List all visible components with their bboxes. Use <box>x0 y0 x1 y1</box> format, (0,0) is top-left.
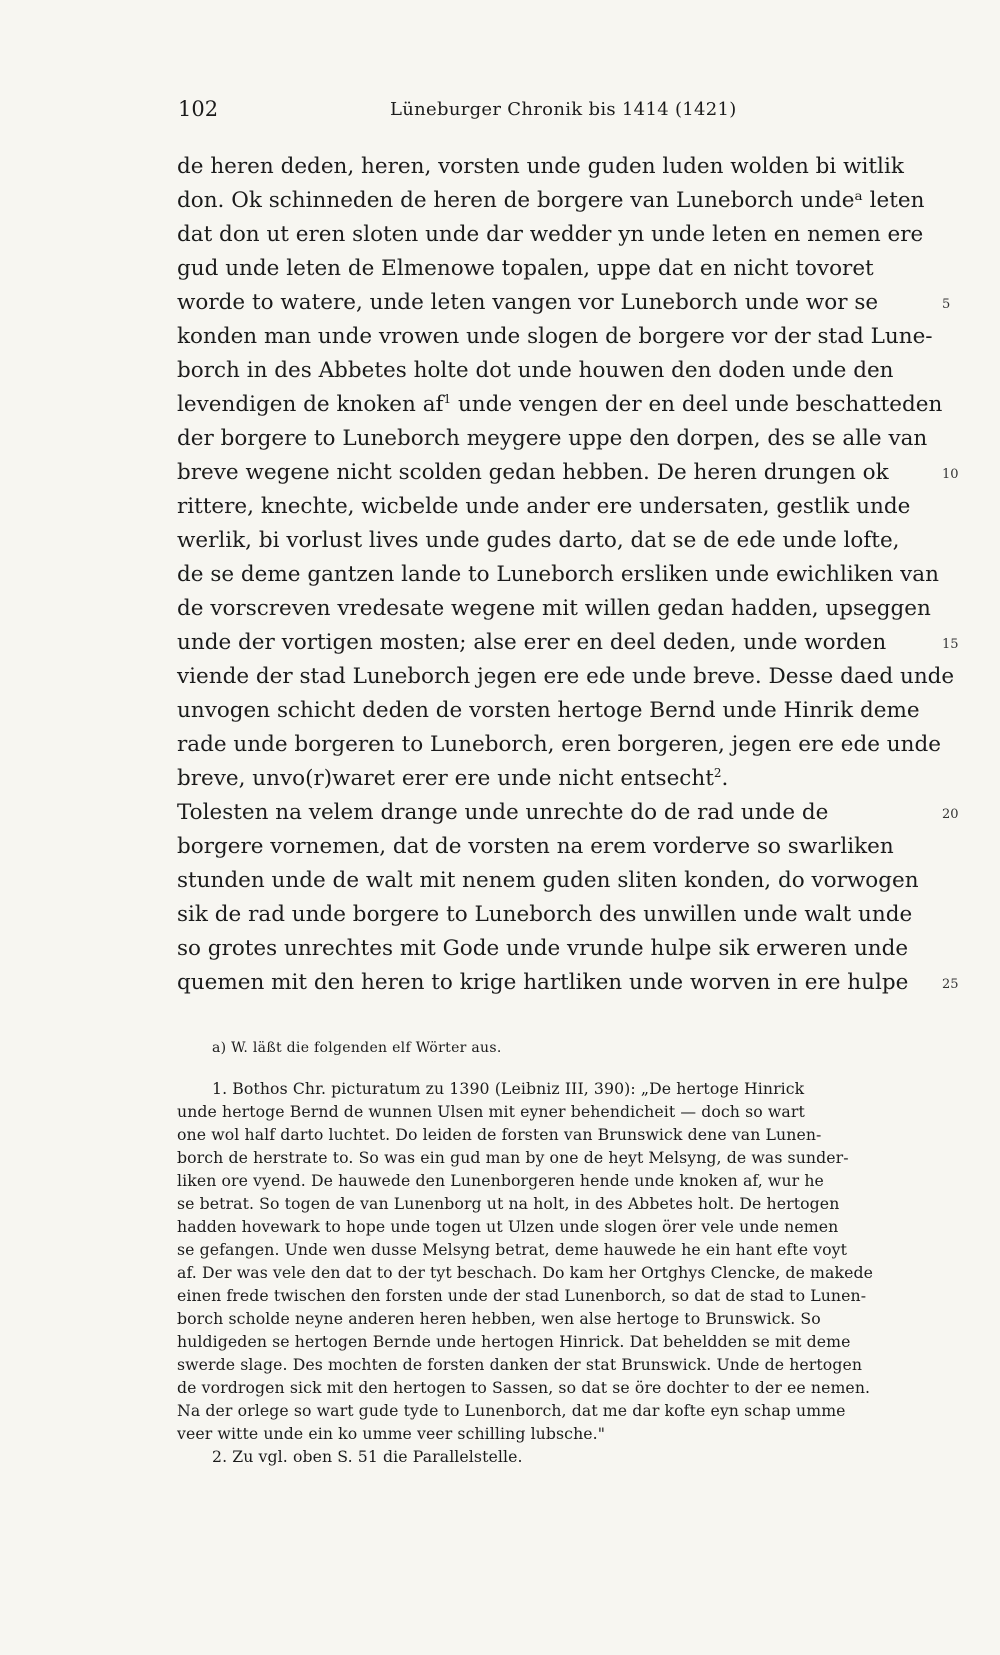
text-line <box>177 694 937 728</box>
footnote-line: borch scholde neyne anderen heren hebben, wen alse hertoge to Brunswick. So <box>177 1309 821 1328</box>
line-text: unvogen schicht deden de vorsten hertoge Bernd unde Hinrik deme <box>177 698 920 723</box>
line-number: 15 <box>942 637 959 652</box>
line-text: rittere, knechte, wicbelde unde ander ere undersaten, gestlik unde <box>177 494 911 519</box>
footnote-line: de vordrogen sick mit den hertogen to Sassen, so dat se öre dochter to der ee nemen. <box>177 1378 871 1397</box>
line-number: 5 <box>942 297 951 312</box>
line-text-continued: unde vengen der en deel unde beschatteden <box>451 392 943 417</box>
footnote-line: 2. Zu vgl. oben S. 51 die Parallelstelle. <box>212 1447 523 1466</box>
footnote-marker: 1 <box>443 391 452 406</box>
text-line <box>177 490 937 524</box>
text-line <box>177 660 955 694</box>
text-line <box>177 932 937 966</box>
footnotes <box>177 1077 947 1468</box>
text-line <box>177 150 937 184</box>
text-line <box>177 966 959 1000</box>
line-text: dat don ut eren sloten unde dar wedder yn unde leten en nemen ere <box>177 222 924 247</box>
text-line <box>177 218 937 252</box>
line-text: levendigen de knoken af <box>177 392 444 417</box>
line-text: werlik, bi vorlust lives unde gudes darto, dat se de ede unde lofte, <box>177 528 900 553</box>
text-line <box>177 762 937 796</box>
footnote-line: borch de herstrate to. So was ein gud man by one de heyt Melsyng, de was sunder- <box>177 1148 849 1167</box>
line-text: de vorscreven vredesate wegene mit willen gedan hadden, upseggen <box>177 596 931 621</box>
text-line <box>177 422 937 456</box>
footnote-line: swerde slage. Des mochten de forsten danken der stat Brunswick. Unde de hertogen <box>177 1355 863 1374</box>
text-line <box>177 898 937 932</box>
text-line <box>177 252 937 286</box>
text-line <box>177 184 937 218</box>
line-text: so grotes unrechtes mit Gode unde vrunde hulpe sik erweren unde <box>177 936 909 961</box>
footnote-marker: 2 <box>713 765 722 780</box>
line-text: Tolesten na velem drange unde unrechte do de rad unde de <box>177 800 829 825</box>
text-line <box>177 456 959 490</box>
line-text: rade unde borgeren to Luneborch, eren borgeren, jegen ere ede unde <box>177 732 941 757</box>
line-text: viende der stad Luneborch jegen ere ede unde breve. Desse daed unde <box>177 664 955 689</box>
footnote-line: Na der orlege so wart gude tyde to Lunenborch, dat me dar kofte eyn schap umme <box>177 1401 846 1420</box>
line-text: de heren deden, heren, vorsten unde guden luden wolden bi witlik <box>177 154 904 179</box>
footnote-line: af. Der was vele den dat to der tyt beschach. Do kam her Ortghys Clencke, de makede <box>177 1263 873 1282</box>
line-text: quemen mit den heren to krige hartliken unde worven in ere hulpe <box>177 970 909 995</box>
text-line <box>177 286 951 320</box>
text-line <box>177 626 959 660</box>
text-line <box>177 864 937 898</box>
text-line <box>177 728 941 762</box>
footnote-line: se gefangen. Unde wen dusse Melsyng betrat, deme hauwede he ein hant efte voyt <box>177 1240 848 1259</box>
footnote-line: liken ore vyend. De hauwede den Lunenborgeren hende unde knoken af, wur he <box>177 1171 824 1190</box>
line-text: unde der vortigen mosten; alse erer en deel deden, unde worden <box>177 630 887 655</box>
footnote-line: huldigeden se hertogen Bernde unde hertogen Hinrick. Dat beheldden se mit deme <box>177 1332 851 1351</box>
text-line <box>177 388 943 422</box>
line-text: konden man unde vrowen unde slogen de borgere vor der stad Lune- <box>177 324 933 349</box>
page-number: 102 <box>178 97 219 121</box>
line-text: gud unde leten de Elmenowe topalen, uppe dat en nicht tovoret <box>177 256 874 281</box>
page-header <box>0 97 1000 131</box>
footnote-line: unde hertoge Bernd de wunnen Ulsen mit eyner behendicheit — doch so wart <box>177 1102 805 1121</box>
line-number: 10 <box>942 467 959 482</box>
footnote-line: one wol half darto luchtet. Do leiden de forsten van Brunswick dene van Lunen- <box>177 1125 822 1144</box>
line-text: breve, unvo(r)waret erer ere unde nicht entsecht <box>177 766 714 791</box>
text-line <box>177 524 937 558</box>
line-text: don. Ok schinneden de heren de borgere van Luneborch undeᵃ leten <box>177 188 925 213</box>
text-line <box>177 558 937 592</box>
main-text <box>177 150 959 1000</box>
footnote-line: hadden hovewark to hope unde togen ut Ulzen unde slogen örer vele unde nemen <box>177 1217 839 1236</box>
line-text-continued: . <box>721 766 729 791</box>
line-text: borgere vornemen, dat de vorsten na erem vorderve so swarliken <box>177 834 894 859</box>
textual-note-a: a) W. läßt die folgenden elf Wörter aus. <box>212 1040 502 1056</box>
text-line <box>177 796 959 830</box>
line-text: der borgere to Luneborch meygere uppe den dorpen, des se alle van <box>177 426 928 451</box>
line-text: stunden unde de walt mit nenem guden sliten konden, do vorwogen <box>177 868 919 893</box>
line-text: de se deme gantzen lande to Luneborch ersliken unde ewichliken van <box>177 562 939 587</box>
text-line <box>177 592 937 626</box>
text-line <box>177 320 937 354</box>
footnote-line: 1. Bothos Chr. picturatum zu 1390 (Leibniz III, 390): „De hertoge Hinrick <box>212 1079 805 1098</box>
line-number: 20 <box>942 807 959 822</box>
line-text: breve wegene nicht scolden gedan hebben. De heren drungen ok <box>177 460 889 485</box>
line-text: borch in des Abbetes holte dot unde houwen den doden unde den <box>177 358 894 383</box>
line-number: 25 <box>942 977 959 992</box>
footnote-line: veer witte unde ein ko umme veer schilling lubsche." <box>177 1424 606 1443</box>
text-line <box>177 354 937 388</box>
footnote-line: einen frede twischen den forsten unde der stad Lunenborch, so dat de stad to Lunen- <box>177 1286 867 1305</box>
line-text: sik de rad unde borgere to Luneborch des unwillen unde walt unde <box>177 902 913 927</box>
footnote-line: se betrat. So togen de van Lunenborg ut na holt, in des Abbetes holt. De hertogen <box>177 1194 840 1213</box>
line-text: worde to watere, unde leten vangen vor Luneborch unde wor se <box>177 290 879 315</box>
text-line <box>177 830 937 864</box>
running-title: Lüneburger Chronik bis 1414 (1421) <box>390 99 737 120</box>
